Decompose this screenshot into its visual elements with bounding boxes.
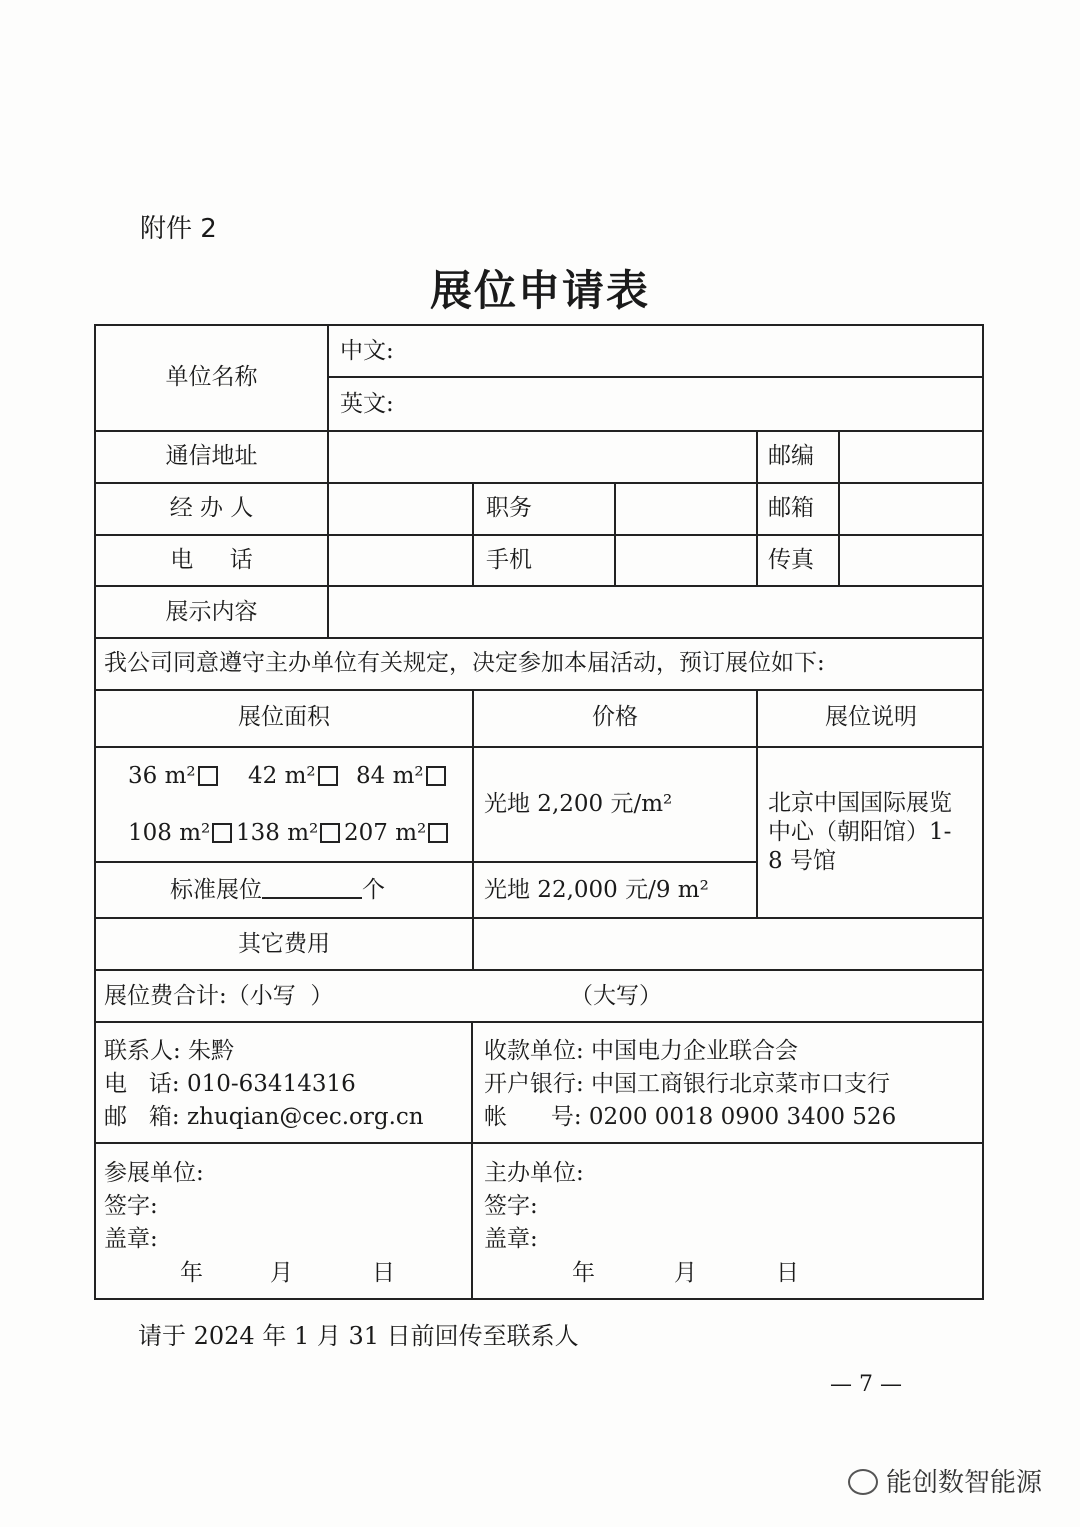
booth-option[interactable]: 138 m² (236, 822, 340, 845)
divider (94, 1142, 984, 1144)
contact-phone: 电 话: 010-63414316 (104, 1071, 356, 1097)
deadline-note: 请于 2024 年 1 月 31 日前回传至联系人 (138, 1322, 579, 1350)
checkbox[interactable] (198, 766, 218, 786)
divider (94, 534, 984, 536)
checkbox[interactable] (318, 766, 338, 786)
payee-unit: 收款单位: 中国电力企业联合会 (484, 1038, 799, 1064)
checkbox[interactable] (426, 766, 446, 786)
booth-option[interactable]: 84 m² (356, 765, 446, 788)
booth-desc-line: 中心（朝阳馆）1- (768, 819, 952, 845)
divider (94, 1021, 984, 1023)
booth-desc-line: 8 号馆 (768, 848, 836, 874)
booth-option[interactable]: 108 m² (128, 822, 232, 845)
divider (94, 917, 984, 919)
divider (94, 746, 984, 748)
position-label: 职务 (486, 495, 532, 521)
date-day: 日 (776, 1260, 799, 1286)
date-year: 年 (572, 1260, 595, 1286)
watermark: 能创数智能源 (848, 1462, 1042, 1499)
attachment-label: 附件 2 (140, 214, 217, 244)
fax-label: 传真 (768, 547, 814, 573)
payee-account: 帐 号: 0200 0018 0900 3400 526 (484, 1104, 897, 1130)
divider (94, 585, 984, 587)
agreement-text: 我公司同意遵守主办单位有关规定，决定参加本届活动，预订展位如下: (104, 650, 825, 676)
phone-label: 电 话 (170, 547, 253, 573)
page-number: — 7 — (830, 1372, 902, 1397)
address-label: 通信地址 (165, 443, 258, 469)
divider (614, 482, 616, 585)
page-title: 展位申请表 (429, 266, 650, 315)
divider (94, 861, 756, 863)
divider (94, 969, 984, 971)
booth-option[interactable]: 36 m² (128, 765, 218, 788)
divider (838, 430, 840, 585)
contact-name: 联系人: 朱黔 (104, 1038, 235, 1064)
col-desc-header: 展位说明 (825, 704, 917, 730)
postcode-label: 邮编 (768, 443, 814, 469)
exhibitor-sign: 签字: (104, 1193, 158, 1219)
checkbox[interactable] (428, 823, 448, 843)
organizer-label: 主办单位: (484, 1160, 584, 1186)
divider (327, 324, 329, 637)
exhibitor-seal: 盖章: (104, 1226, 158, 1252)
other-fees-label: 其它费用 (238, 931, 330, 957)
divider (94, 689, 984, 691)
divider (472, 482, 474, 585)
divider (756, 430, 758, 585)
handler-label: 经 办 人 (169, 495, 254, 521)
divider (94, 637, 984, 639)
email-label: 邮箱 (768, 495, 814, 521)
divider (94, 430, 984, 432)
col-area-header: 展位面积 (238, 704, 330, 730)
divider (94, 482, 984, 484)
exhibitor-label: 参展单位: (104, 1160, 204, 1186)
divider (471, 1021, 473, 1300)
en-name-label: 英文: (340, 391, 394, 417)
col-price-header: 价格 (592, 704, 638, 730)
exhibit-label: 展示内容 (165, 599, 258, 625)
mobile-label: 手机 (486, 547, 532, 573)
unit-name-label: 单位名称 (165, 364, 258, 390)
contact-email: 邮 箱: zhuqian@cec.org.cn (104, 1104, 424, 1130)
booth-option[interactable]: 207 m² (344, 822, 448, 845)
cn-name-label: 中文: (340, 338, 394, 364)
payee-bank: 开户银行: 中国工商银行北京菜市口支行 (484, 1071, 891, 1097)
wechat-icon (848, 1469, 878, 1495)
divider (472, 689, 474, 969)
booth-option[interactable]: 42 m² (248, 765, 338, 788)
divider (328, 376, 984, 378)
date-day: 日 (372, 1260, 395, 1286)
standard-booth-price: 光地 22,000 元/9 m² (484, 877, 709, 903)
organizer-seal: 盖章: (484, 1226, 538, 1252)
raw-space-price: 光地 2,200 元/m² (484, 791, 673, 817)
organizer-sign: 签字: (484, 1193, 538, 1219)
total-big-label: （大写） (570, 983, 662, 1009)
total-small-label: 展位费合计:（小写 ） (104, 983, 334, 1009)
booth-desc-line: 北京中国国际展览 (768, 790, 952, 816)
date-month: 月 (270, 1260, 293, 1286)
date-year: 年 (180, 1260, 203, 1286)
checkbox[interactable] (320, 823, 340, 843)
standard-booth-row: 标准展位 个 (170, 877, 385, 903)
date-month: 月 (674, 1260, 697, 1286)
checkbox[interactable] (212, 823, 232, 843)
standard-count-field[interactable] (262, 879, 362, 899)
